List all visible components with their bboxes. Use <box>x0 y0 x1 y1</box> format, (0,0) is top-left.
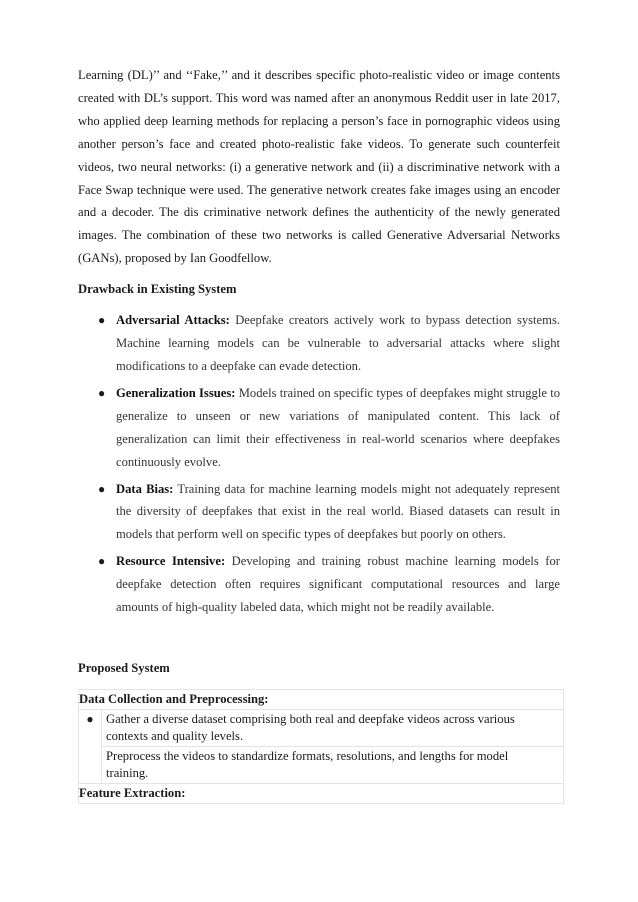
item-term: Generalization Issues: <box>116 385 236 400</box>
list-item <box>78 478 560 547</box>
bullet-icon: ● <box>98 385 106 400</box>
drawback-list <box>78 309 560 619</box>
list-item <box>78 382 560 474</box>
bullet-icon: ● <box>98 554 106 569</box>
page-content <box>78 64 560 804</box>
section-header-feature-extraction: Feature Extraction: <box>79 783 564 803</box>
bullet-icon: ● <box>86 711 94 726</box>
table-row <box>79 783 564 803</box>
bullet-cell <box>79 709 102 746</box>
item-term: Resource Intensive: <box>116 554 226 569</box>
list-item <box>78 550 560 619</box>
table-row <box>79 689 564 709</box>
item-text: Deepfake creators actively work to bypass detection systems. Machine learning models can be vulnerable to adversarial attacks where slight modifications to a deepfake can evade detection. <box>116 313 560 373</box>
section-header-data-collection: Data Collection and Preprocessing: <box>79 689 564 709</box>
bullet-icon: ● <box>98 313 106 328</box>
item-text: Models trained on specific types of deepfakes might struggle to generalize to unseen or new variations of manipulated content. This lack of generalization can limit their effectiveness in real-world scenarios where deepfakes continuously evolve. <box>116 385 560 469</box>
item-text: Developing and training robust machine learning models for deepfake detection often requires significant computational resources and large amounts of high-quality labeled data, which might not be readily available. <box>116 554 560 615</box>
item-term: Adversarial Attacks: <box>116 313 230 328</box>
item-term: Data Bias: <box>116 481 174 496</box>
item-text: Training data for machine learning models might not adequately represent the diversity of deepfakes that exist in the real world. Biased datasets can result in models that perform well on specific types of deepfakes but poorly on others. <box>116 481 560 542</box>
bullet-cell <box>79 746 102 783</box>
table-cell: Gather a diverse dataset comprising both real and deepfake videos across various contexts and quality levels. <box>102 709 564 746</box>
bullet-icon: ● <box>98 481 106 496</box>
table-row <box>79 746 564 783</box>
list-item <box>78 309 560 378</box>
drawback-heading: Drawback in Existing System <box>78 282 237 297</box>
table-row <box>79 709 564 746</box>
table-cell: Preprocess the videos to standardize formats, resolutions, and lengths for model training. <box>102 746 564 783</box>
intro-paragraph: Learning (DL)’’ and ‘‘Fake,’’ and it describes specific photo-realistic video or image contents created with DL’s support. This word was named after an anonymous Reddit user in late 2017, who applied deep learning methods for replacing a person’s face in pornographic videos using another person’s face and created photo-realistic fake videos. To generate such counterfeit videos, two neural networks: (i) a generative network and (ii) a discriminative network with a Face Swap technique were used. The generative network creates fake images using an encoder and a decoder. The dis criminative network defines the authenticity of the newly generated images. The combination of these two networks is called Generative Adversarial Networks (GANs), proposed by Ian Goodfellow. <box>78 68 560 266</box>
proposed-heading: Proposed System <box>78 660 170 675</box>
proposed-system-table <box>78 689 564 804</box>
